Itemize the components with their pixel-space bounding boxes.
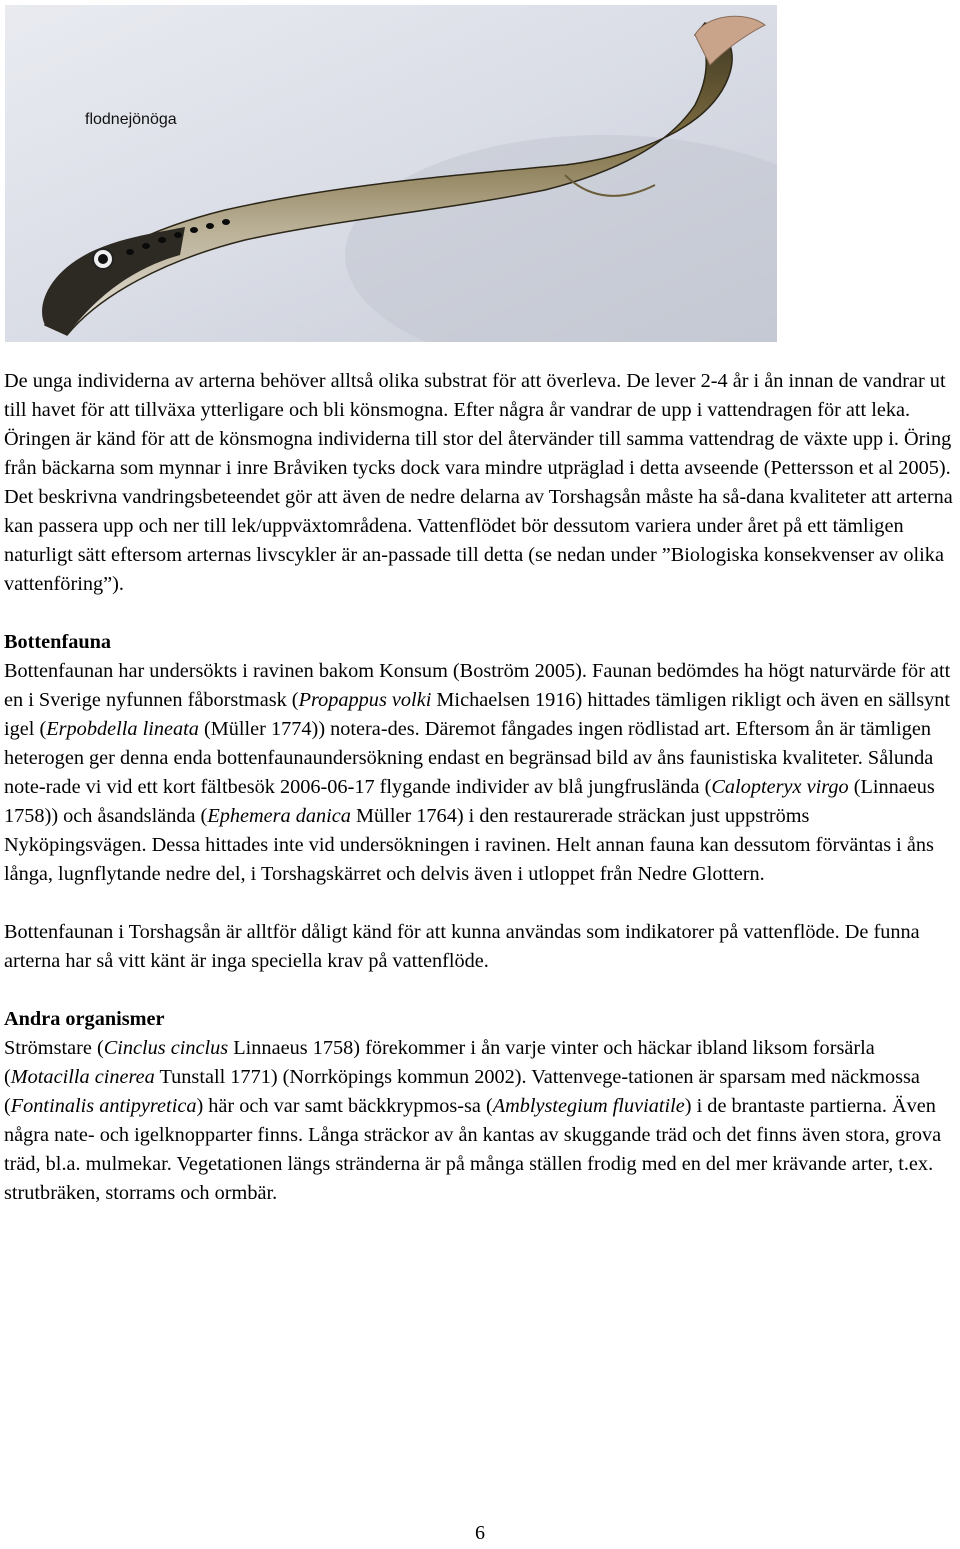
- paragraph-intro: De unga individerna av arterna behöver alltså olika substrat för att överleva. De lever 2-4 år i ån innan de vandrar ut till havet för att tillväxa ytterligare och bli könsmogna. Efter några år vandrar de upp i vattendragen för att leka. Öringen är känd för att de könsmogna individerna till stor del återvänder till samma vattendrag de växte upp i. Öring från bäckarna som mynnar i inre Bråviken tycks dock vara mindre utpräglad i detta avseende (Pettersson et al 2005). Det beskrivna vandringsbeteendet gör att även de nedre delarna av Torshagsån måste ha så-dana kvaliteter att arterna kan passera upp och ner till lek/uppväxtområdena. Vattenflödet bör dessutom variera under året på ett tämligen naturligt sätt eftersom arternas livscykler är an-passade till detta (se nedan under ”Biologiska konsekvenser av olika vattenföring”).: [4, 370, 953, 595]
- paragraph-andra-organismer: Strömstare (Cinclus cinclus Linnaeus 1758) förekommer i ån varje vinter och häckar ibland liksom forsärla (Motacilla cinerea Tunstall 1771) (Norrköpings kommun 2002). Vattenvege-tationen är sparsam med näckmossa (Fontinalis antipyretica) här och var samt bäckkrypmos-sa (Amblystegium fluviatile) i de brantaste partierna. Även några nate- och igelknopparter finns. Långa sträckor av ån kantas av skuggande träd och det finns även stora, grova träd, bl.a. mulmekar. Vegetationen längs stränderna är på många ställen frodig med en del mer krävande arter, t.ex. strutbräken, storrams och ormbär.: [4, 1037, 942, 1204]
- heading-bottenfauna: Bottenfauna: [4, 631, 112, 653]
- species-name: Amblystegium fluviatile: [492, 1095, 685, 1117]
- figure-label: flodnejönöga: [85, 111, 177, 128]
- heading-andra-organismer: Andra organismer: [4, 1008, 165, 1030]
- paragraph-bottenfauna-2: Bottenfaunan i Torshagsån är alltför dåligt känd för att kunna användas som indikatorer på vattenflöde. De funna arterna har så vitt känt är inga speciella krav på vattenflöde.: [4, 921, 920, 972]
- page-number: 6: [475, 1522, 485, 1544]
- lamprey-photo: [5, 5, 777, 342]
- species-name: Propappus volki: [298, 689, 432, 711]
- species-name: Calopteryx virgo: [711, 776, 849, 798]
- species-name: Motacilla cinerea: [10, 1066, 155, 1088]
- species-name: Cinclus cinclus: [103, 1037, 229, 1059]
- main-text: [4, 367, 956, 1208]
- paragraph-bottenfauna-1: Bottenfaunan har undersökts i ravinen bakom Konsum (Boström 2005). Faunan bedömdes ha högt naturvärde för att en i Sverige nyfunnen fåborstmask (Propappus volki Michaelsen 1916) hittades tämligen rikligt och även en sällsynt igel (Erpobdella lineata (Müller 1774)) notera-des. Däremot fångades ingen rödlistad art. Eftersom ån är tämligen heterogen ger denna enda bottenfaunaundersökning endast en begränsad bild av åns faunistiska kvaliteter. Sålunda note-rade vi vid ett kort fältbesök 2006-06-17 flygande individer av blå jungfrusländа (Calopteryx virgo (Linnaeus 1758)) och åsandsländа (Ephemera danica Müller 1764) i den restaurerade sträckan just uppströms Nyköpingsvägen. Dessa hittades inte vid undersökningen i ravinen. Helt annan fauna kan dessutom förväntas i åns långa, lugnflytande nedre del, i Torshagskärret och delvis även i utloppet från Nedre Glottern.: [4, 660, 951, 885]
- species-name: Erpobdella lineata: [46, 718, 199, 740]
- species-name: Ephemera danica: [207, 805, 351, 827]
- species-name: Fontinalis antipyretica: [10, 1095, 197, 1117]
